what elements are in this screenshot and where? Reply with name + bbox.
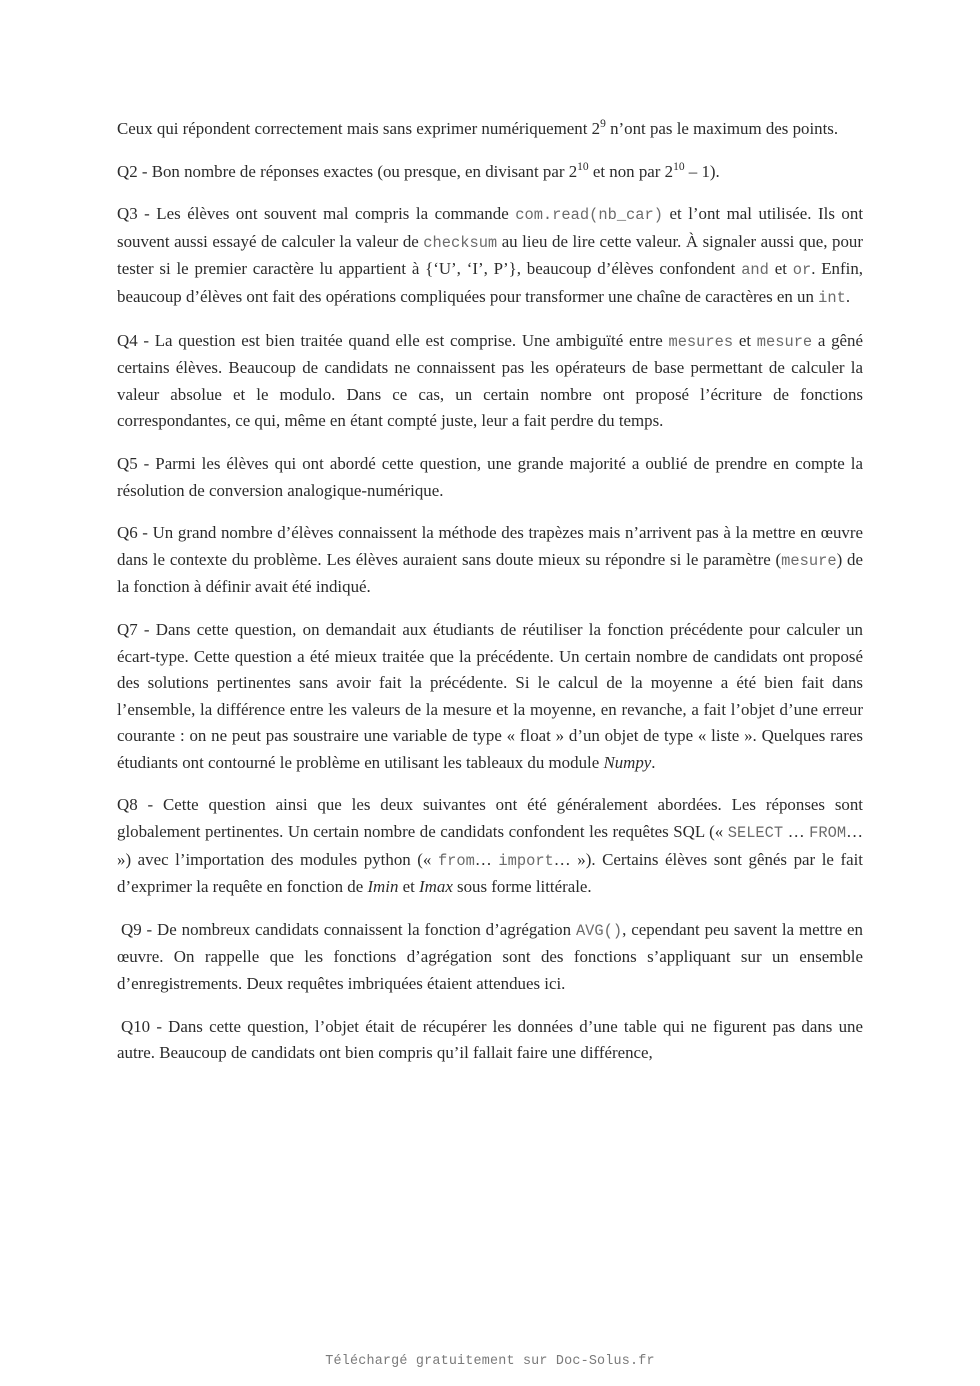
- code-snippet: or: [792, 261, 812, 280]
- code-snippet: FROM: [809, 824, 847, 843]
- paragraph-q7: Q7 - Dans cette question, on demandait aux étudiants de réutiliser la fonction précédente pour calculer un écart-type. Cette question a été mieux traitée que la précédente. Un certain nombre de candidats ont proposé des solutions pertinentes sans avoir fait la précédente. Si le calcul de la moyenne a été bien fait dans l’ensemble, la différence entre les valeurs de la mesure et la moyenne, en revanche, a fait l’objet d’une erreur courante : on ne peut pas soustraire une variable de type « float » d’un objet de type « liste ». Quelques rares étudiants ont contourné le problème en utilisant les tableaux du module Numpy.: [117, 619, 863, 772]
- code-snippet: mesure: [781, 551, 837, 570]
- code-snippet: import: [498, 851, 554, 870]
- superscript: 10: [577, 160, 589, 173]
- footer-watermark: Téléchargé gratuitement sur Doc-Solus.fr: [325, 1354, 655, 1369]
- paragraph-q4: Q4 - La question est bien traitée quand elle est comprise. Une ambiguïté entre mesures et mesure a gêné certains élèves. Beaucoup de candidats ne connaissent pas les opérateurs de base permettant de calculer la valeur absolue et le modulo. Dans ce cas, un certain nombre ont proposé l’écriture de fonctions correspondantes, ce qui, même en étant compté juste, leur a fait perdre du temps.: [117, 330, 863, 431]
- paragraph-q6: Q6 - Un grand nombre d’élèves connaissent la méthode des trapèzes mais n’arrivent pas à la mettre en œuvre dans le contexte du problème. Les élèves auraient sans doute mieux su répondre si le paramètre (mesure) de la fonction à définir avait été indiqué.: [117, 523, 863, 597]
- paragraph-q10: Q10 - Dans cette question, l’objet était de récupérer les données d’une table qui ne figurent pas dans une autre. Beaucoup de candidats ont bien compris qu’il fallait faire une différence,: [117, 1016, 863, 1063]
- code-snippet: SELECT: [727, 824, 784, 843]
- superscript: 10: [673, 160, 685, 173]
- paragraph-q2: Q2 - Bon nombre de réponses exactes (ou presque, en divisant par $2^{10}$ et non par $2^{10} - 1$).: [117, 160, 720, 181]
- code-snippet: mesure: [756, 332, 813, 351]
- italic-term: Imin: [367, 877, 399, 897]
- superscript: 9: [600, 118, 606, 130]
- italic-term: Numpy: [603, 752, 652, 772]
- code-snippet: AVG(): [575, 921, 623, 940]
- paragraph-intro: Ceux qui répondent correctement mais sans exprimer numériquement $2^9$ n’ont pas le maximum des points.: [117, 118, 839, 138]
- code-snippet: checksum: [423, 233, 498, 252]
- code-snippet: int: [818, 288, 846, 307]
- code-snippet: and: [741, 261, 769, 280]
- paragraph-q3: Q3 - Les élèves ont souvent mal compris la commande com.read(nb_car) et l’ont mal utilisée. Ils ont souvent aussi essayé de calculer la valeur de checksum au lieu de lire cette valeur. À signaler aussi que, pour tester si le premier caractère lu appartient à {‘U’, ‘I’, P’}, beaucoup d’élèves confondent and et or. Enfin, beaucoup d’élèves ont fait des opérations compliquées pour transformer une chaîne de caractères en un int.: [117, 204, 864, 307]
- code-snippet: com.read(nb_car): [515, 206, 663, 225]
- paragraph-q8: Q8 - Cette question ainsi que les deux suivantes ont été généralement abordées. Les réponses sont globalement pertinentes. Un certain nombre de candidats confondent les requêtes SQL (« SELECT … FROM… ») avec l’importation des modules python (« from… import… »). Certains élèves sont gênés par le fait d’exprimer la requête en fonction de Imin et Imax sous forme littérale.: [117, 795, 863, 897]
- paragraph-q9: Q9 - De nombreux candidats connaissent la fonction d’agrégation AVG(), cependant peu savent la mettre en œuvre. On rappelle que les fonctions d’agrégation sont des fonctions s’appliquant sur un ensemble d’enregistrements. Deux requêtes imbriquées étaient attendues ici.: [117, 919, 863, 994]
- paragraph-q5: Q5 - Parmi les élèves qui ont abordé cette question, une grande majorité a oublié de prendre en compte la résolution de conversion analogique-numérique.: [117, 453, 863, 500]
- italic-term: Imax: [419, 877, 453, 897]
- code-snippet: mesures: [668, 332, 734, 351]
- document-body: [117, 116, 863, 1083]
- code-snippet: from: [437, 851, 475, 870]
